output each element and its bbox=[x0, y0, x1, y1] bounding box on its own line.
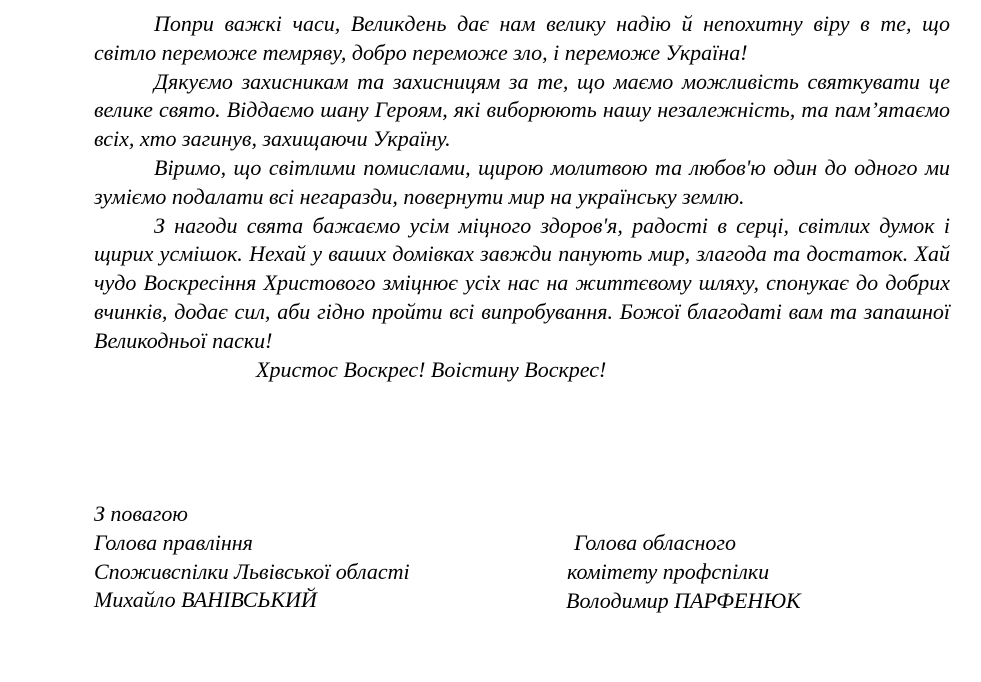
paragraph-belief: Віримо, що світлими помислами, щирою молитвою та любов'ю один до одного ми зуміємо подалати всі негаразди, повернути мир на українську землю. bbox=[94, 154, 950, 209]
closing-phrase: З повагою bbox=[94, 501, 188, 526]
left-position-line2: Споживспілки Львівської області bbox=[94, 558, 410, 584]
right-position-line2: комітету профспілки bbox=[567, 558, 770, 584]
paragraph-hope: Попри важкі часи, Великдень дає нам велику надію й непохитну віру в те, що світло переможе темряву, добро переможе зло, і переможе Україна! bbox=[94, 11, 950, 65]
signature-left-block bbox=[94, 500, 534, 615]
right-position-line1: Голова обласного bbox=[574, 530, 736, 555]
right-signatory-name: Володимир ПАРФЕНЮК bbox=[566, 587, 801, 613]
signature-right-block bbox=[566, 529, 946, 615]
left-signatory-name: Михайло ВАНІВСЬКИЙ bbox=[94, 587, 317, 613]
easter-greeting: Христос Воскрес! Воістину Воскрес! bbox=[256, 356, 607, 382]
paragraph-wishes: З нагоди свята бажаємо усім міцного здоров'я, радості в серці, світлих думок і щирих усмішок. Нехай у ваших домівках завжди панують мир, злагода та достаток. Хай чудо Воскресіння Христового зміцнює усіх нас на життєвому шляху, спонукає до добрих вчинків, додає сил, аби гідно пройти всі випробування. Божої благодаті вам та запашної Великодньої паски! bbox=[94, 212, 950, 353]
paragraph-gratitude: Дякуємо захисникам та захисницям за те, що маємо можливість святкувати це велике свято. Віддаємо шану Героям, які виборюють нашу незалежність, та пам’ятаємо всіх, хто загинув, захищаючи Україну. bbox=[94, 68, 950, 152]
left-position-line1: Голова правління bbox=[94, 529, 253, 555]
letter-body bbox=[94, 10, 950, 384]
